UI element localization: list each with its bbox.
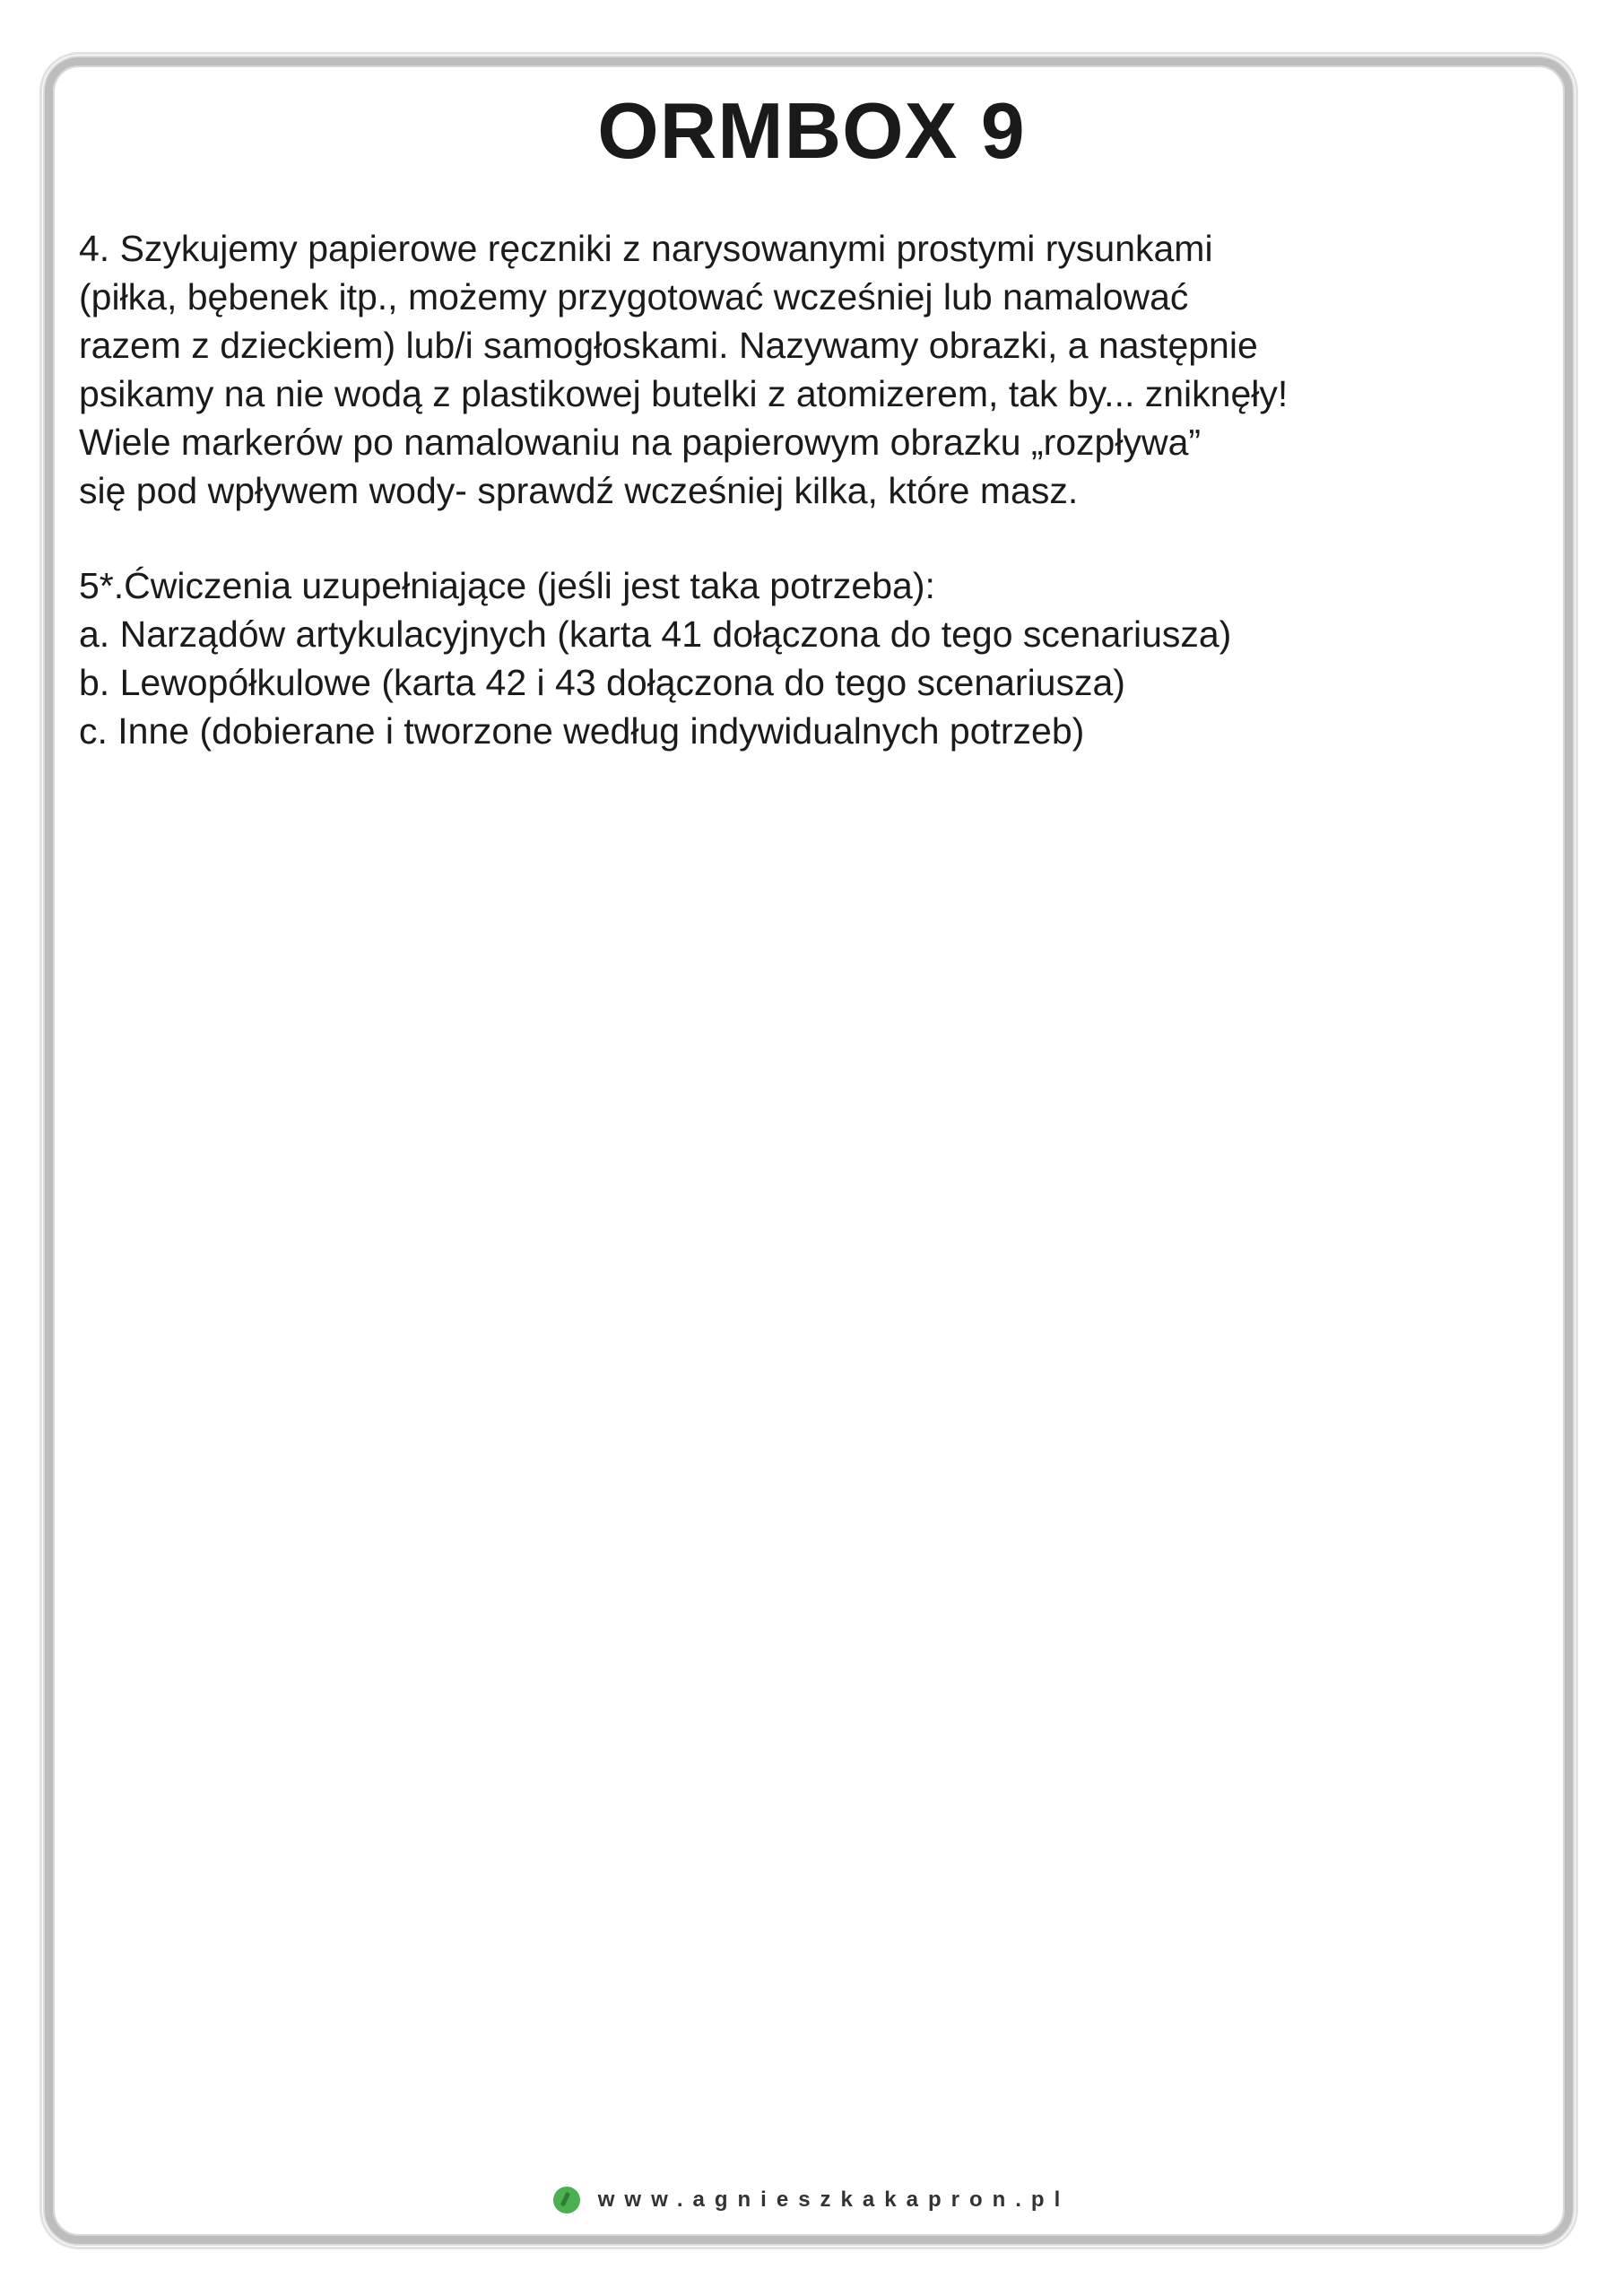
website-url[interactable]: www.agnieszkakapron.pl <box>597 2187 1071 2212</box>
paragraph-line: Wiele markerów po namalowaniu na papierowym obrazku „rozpływa” <box>79 422 1202 463</box>
section-5-heading: 5*.Ćwiczenia uzupełniające (jeśli jest taka potrzeba): <box>79 565 935 606</box>
leaf-icon <box>553 2187 580 2213</box>
document-body <box>79 224 1549 755</box>
section-4-paragraph <box>79 224 1549 515</box>
page-footer <box>0 2187 1623 2222</box>
footer-brand <box>553 2187 1071 2213</box>
list-item: c. Inne (dobierane i tworzone według indywidualnych potrzeb) <box>79 710 1085 752</box>
paragraph-line: (piłka, bębenek itp., możemy przygotować wcześniej lub namalować <box>79 276 1189 317</box>
paragraph-line: 4. Szykujemy papierowe ręczniki z narysowanymi prostymi rysunkami <box>79 228 1213 269</box>
paragraph-spacer <box>79 515 1549 561</box>
paragraph-line: się pod wpływem wody- sprawdź wcześniej kilka, które masz. <box>79 470 1079 511</box>
list-item: a. Narządów artykulacyjnych (karta 41 dołączona do tego scenariusza) <box>79 613 1232 655</box>
section-5-list <box>79 561 1549 755</box>
paragraph-line: razem z dzieckiem) lub/i samogłoskami. Nazywamy obrazki, a następnie <box>79 325 1258 366</box>
list-item: b. Lewopółkulowe (karta 42 i 43 dołączona do tego scenariusza) <box>79 662 1125 703</box>
page-title: ORMBOX 9 <box>597 86 1026 175</box>
paragraph-line: psikamy na nie wodą z plastikowej butelki z atomizerem, tak by... zniknęły! <box>79 373 1289 414</box>
